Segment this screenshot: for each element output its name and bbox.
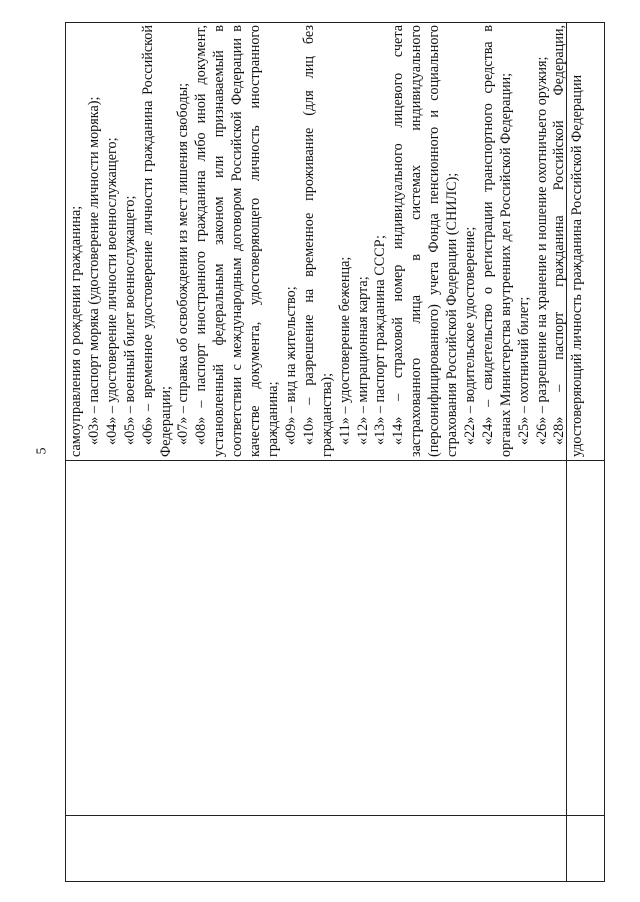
text-line: «05» – военный билет военнослужащего;: [121, 195, 138, 445]
text-line: «11» – удостоверение беженца;: [336, 256, 353, 445]
page-number: 5: [34, 447, 50, 455]
document-table: [65, 22, 605, 882]
text-line: «04» – удостоверение личности военнослужащего;: [103, 137, 120, 445]
text-line: «07» – справка об освобождении из мест лишения свободы;: [175, 82, 192, 445]
text-line: «24» – свидетельство о регистрации транспортного средства в органах Министерства внутренних дел Российской Федерации;: [479, 25, 514, 457]
codes-cell: [68, 25, 602, 457]
text-line: «26» – разрешение на хранение и ношение охотничьего оружия;: [533, 56, 550, 445]
text-line: «13» – паспорт гражданина СССР;: [372, 235, 389, 445]
text-line: «06» – временное удостоверение личности гражданина Российской Федерации;: [139, 25, 174, 457]
table-column-divider: [66, 460, 604, 461]
text-line: «25» – охотничий билет;: [515, 296, 532, 445]
text-line: «03» – паспорт моряка (удостоверение личности моряка);: [85, 96, 102, 445]
text-line: «28» – паспорт гражданина Российской Федерации, удостоверяющий личность гражданина Российской Федерации: [551, 25, 586, 457]
rotated-page: [65, 22, 605, 882]
text-line: «09» – вид на жительство;: [282, 286, 299, 445]
text-line: «22» – водительское удостоверение;: [461, 226, 478, 445]
text-line: самоуправления о рождении гражданина;: [68, 205, 84, 457]
text-line: «12» – миграционная карта;: [354, 276, 371, 445]
text-line: «14» – страховой номер индивидуального лицевого счета застрахованного лица в системах индивидуального (персонифицированного) учета Фонда пенсионного и социального страхования Российской Федерации (СНИЛС);: [390, 25, 461, 457]
text-line: «10» – разрешение на временное проживание (для лиц без гражданства);: [300, 25, 335, 457]
text-line: «08» – паспорт иностранного гражданина либо иной документ, установленный федеральным законом или признаваемый в соответствии с международным договором Российской Федерации в качестве документа, удостоверяющего личность иностранного гражданина;: [193, 25, 281, 457]
table-column-divider: [66, 815, 604, 816]
